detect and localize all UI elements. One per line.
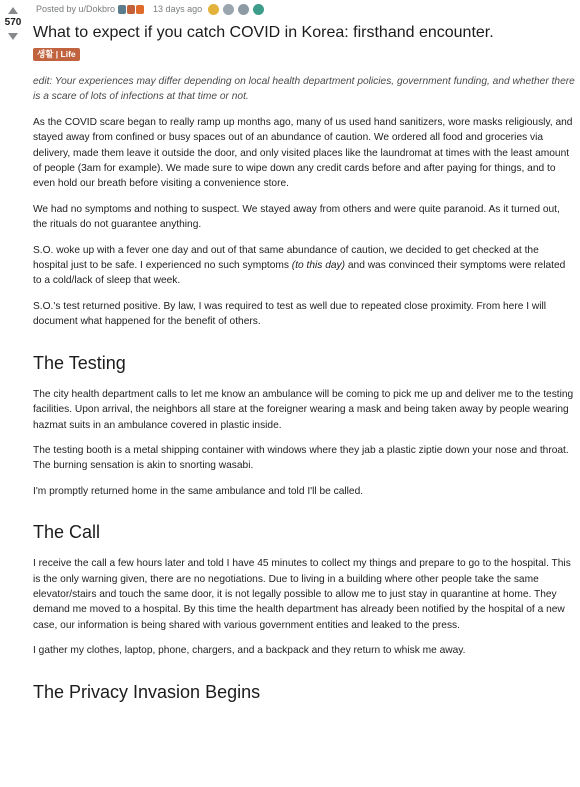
user-flair-icon	[136, 5, 144, 14]
post	[33, 0, 575, 716]
section-heading-privacy: The Privacy Invasion Begins	[33, 681, 261, 702]
award-icon[interactable]	[223, 4, 234, 15]
post-flair[interactable]: 생활 | Life	[33, 48, 80, 61]
award-icon[interactable]	[208, 4, 219, 15]
paragraph: I gather my clothes, laptop, phone, chargers, and a backpack and they return to whisk me away.	[33, 645, 466, 657]
paragraph	[33, 243, 575, 289]
vote-column	[0, 0, 26, 40]
paragraph: As the COVID scare began to really ramp up months ago, many of us used hand sanitizers, wore masks religiously, and stayed away from confined or busy spaces out of an abundance of caution. We ordered all food and groceries via delivery, made them leave it outside the door, and only visited places like the laundromat at times with the least amount of people (3am for example). We made sure to wipe down any credit cards before and after paying for things, and to even hold our breath before visiting a convenience store.	[33, 116, 573, 190]
upvote-arrow-icon[interactable]	[8, 7, 18, 14]
paragraph: S.O.'s test returned positive. By law, I was required to test as well due to repeated close proximity. From here I will document what happened for the benefit of others.	[33, 300, 547, 328]
emphasis-text: (to this day)	[291, 260, 346, 272]
awards	[208, 4, 264, 15]
edit-note: edit: Your experiences may differ depending on local health department policies, government funding, and whether there is a scare of lots of infections at that time or not.	[33, 76, 575, 103]
downvote-arrow-icon[interactable]	[8, 33, 18, 40]
user-flair-icon	[127, 5, 135, 14]
paragraph: The testing booth is a metal shipping container with windows where they jab a plastic ziptie down your nose and throat. The burning sensation is akin to snorting wasabi.	[33, 444, 569, 472]
paragraph: I receive the call a few hours later and told I have 45 minutes to collect my things and prepare to go to the hospital. This is the only warning given, there are no negotiations. Due to living in a building where other people take the same elevator/stairs and touch the same door, it is not legally possible to allow me to just stay in quarantine at home. They demand me moved to a hospital. By this time the health department has already been notified by the hospital of a new case, our information is being shared with various government entities and leaked to the press.	[33, 558, 571, 631]
paragraph: I'm promptly returned home in the same ambulance and told I'll be called.	[33, 485, 364, 497]
paragraph-text: and was convinced their symptoms were related to a cold/lack of sleep that week.	[33, 260, 566, 287]
user-flair-icons	[118, 5, 144, 14]
paragraph: The city health department calls to let me know an ambulance will be coming to pick me up and deliver me to the testing facilities. Upon arrival, the neighbors all stare at the foreigner wearing a mask and being taken away by people wearing hazmat suits in an ambulance covered in plastic inside.	[33, 388, 574, 431]
author-link[interactable]: Posted by u/Dokbro	[36, 4, 116, 14]
vote-count: 570	[4, 17, 22, 28]
section-heading-call: The Call	[33, 522, 101, 543]
post-title[interactable]: What to expect if you catch COVID in Korea: firsthand encounter.	[33, 24, 494, 41]
user-flair-icon	[118, 5, 126, 14]
paragraph: We had no symptoms and nothing to suspect. We stayed away from others and were quite paranoid. As it turned out, the rituals do not guarantee anything.	[33, 203, 560, 231]
award-icon[interactable]	[238, 4, 249, 15]
post-body	[33, 74, 575, 703]
post-time[interactable]: 13 days ago	[153, 4, 203, 14]
paragraph-text: S.O. woke up with a fever one day and out of that same abundance of caution, we decided to get checked at the hospital just to be safe. I experienced no such symptoms	[33, 244, 539, 272]
section-heading-testing: The Testing	[33, 352, 126, 373]
award-icon[interactable]	[253, 4, 264, 15]
post-meta	[33, 0, 575, 18]
